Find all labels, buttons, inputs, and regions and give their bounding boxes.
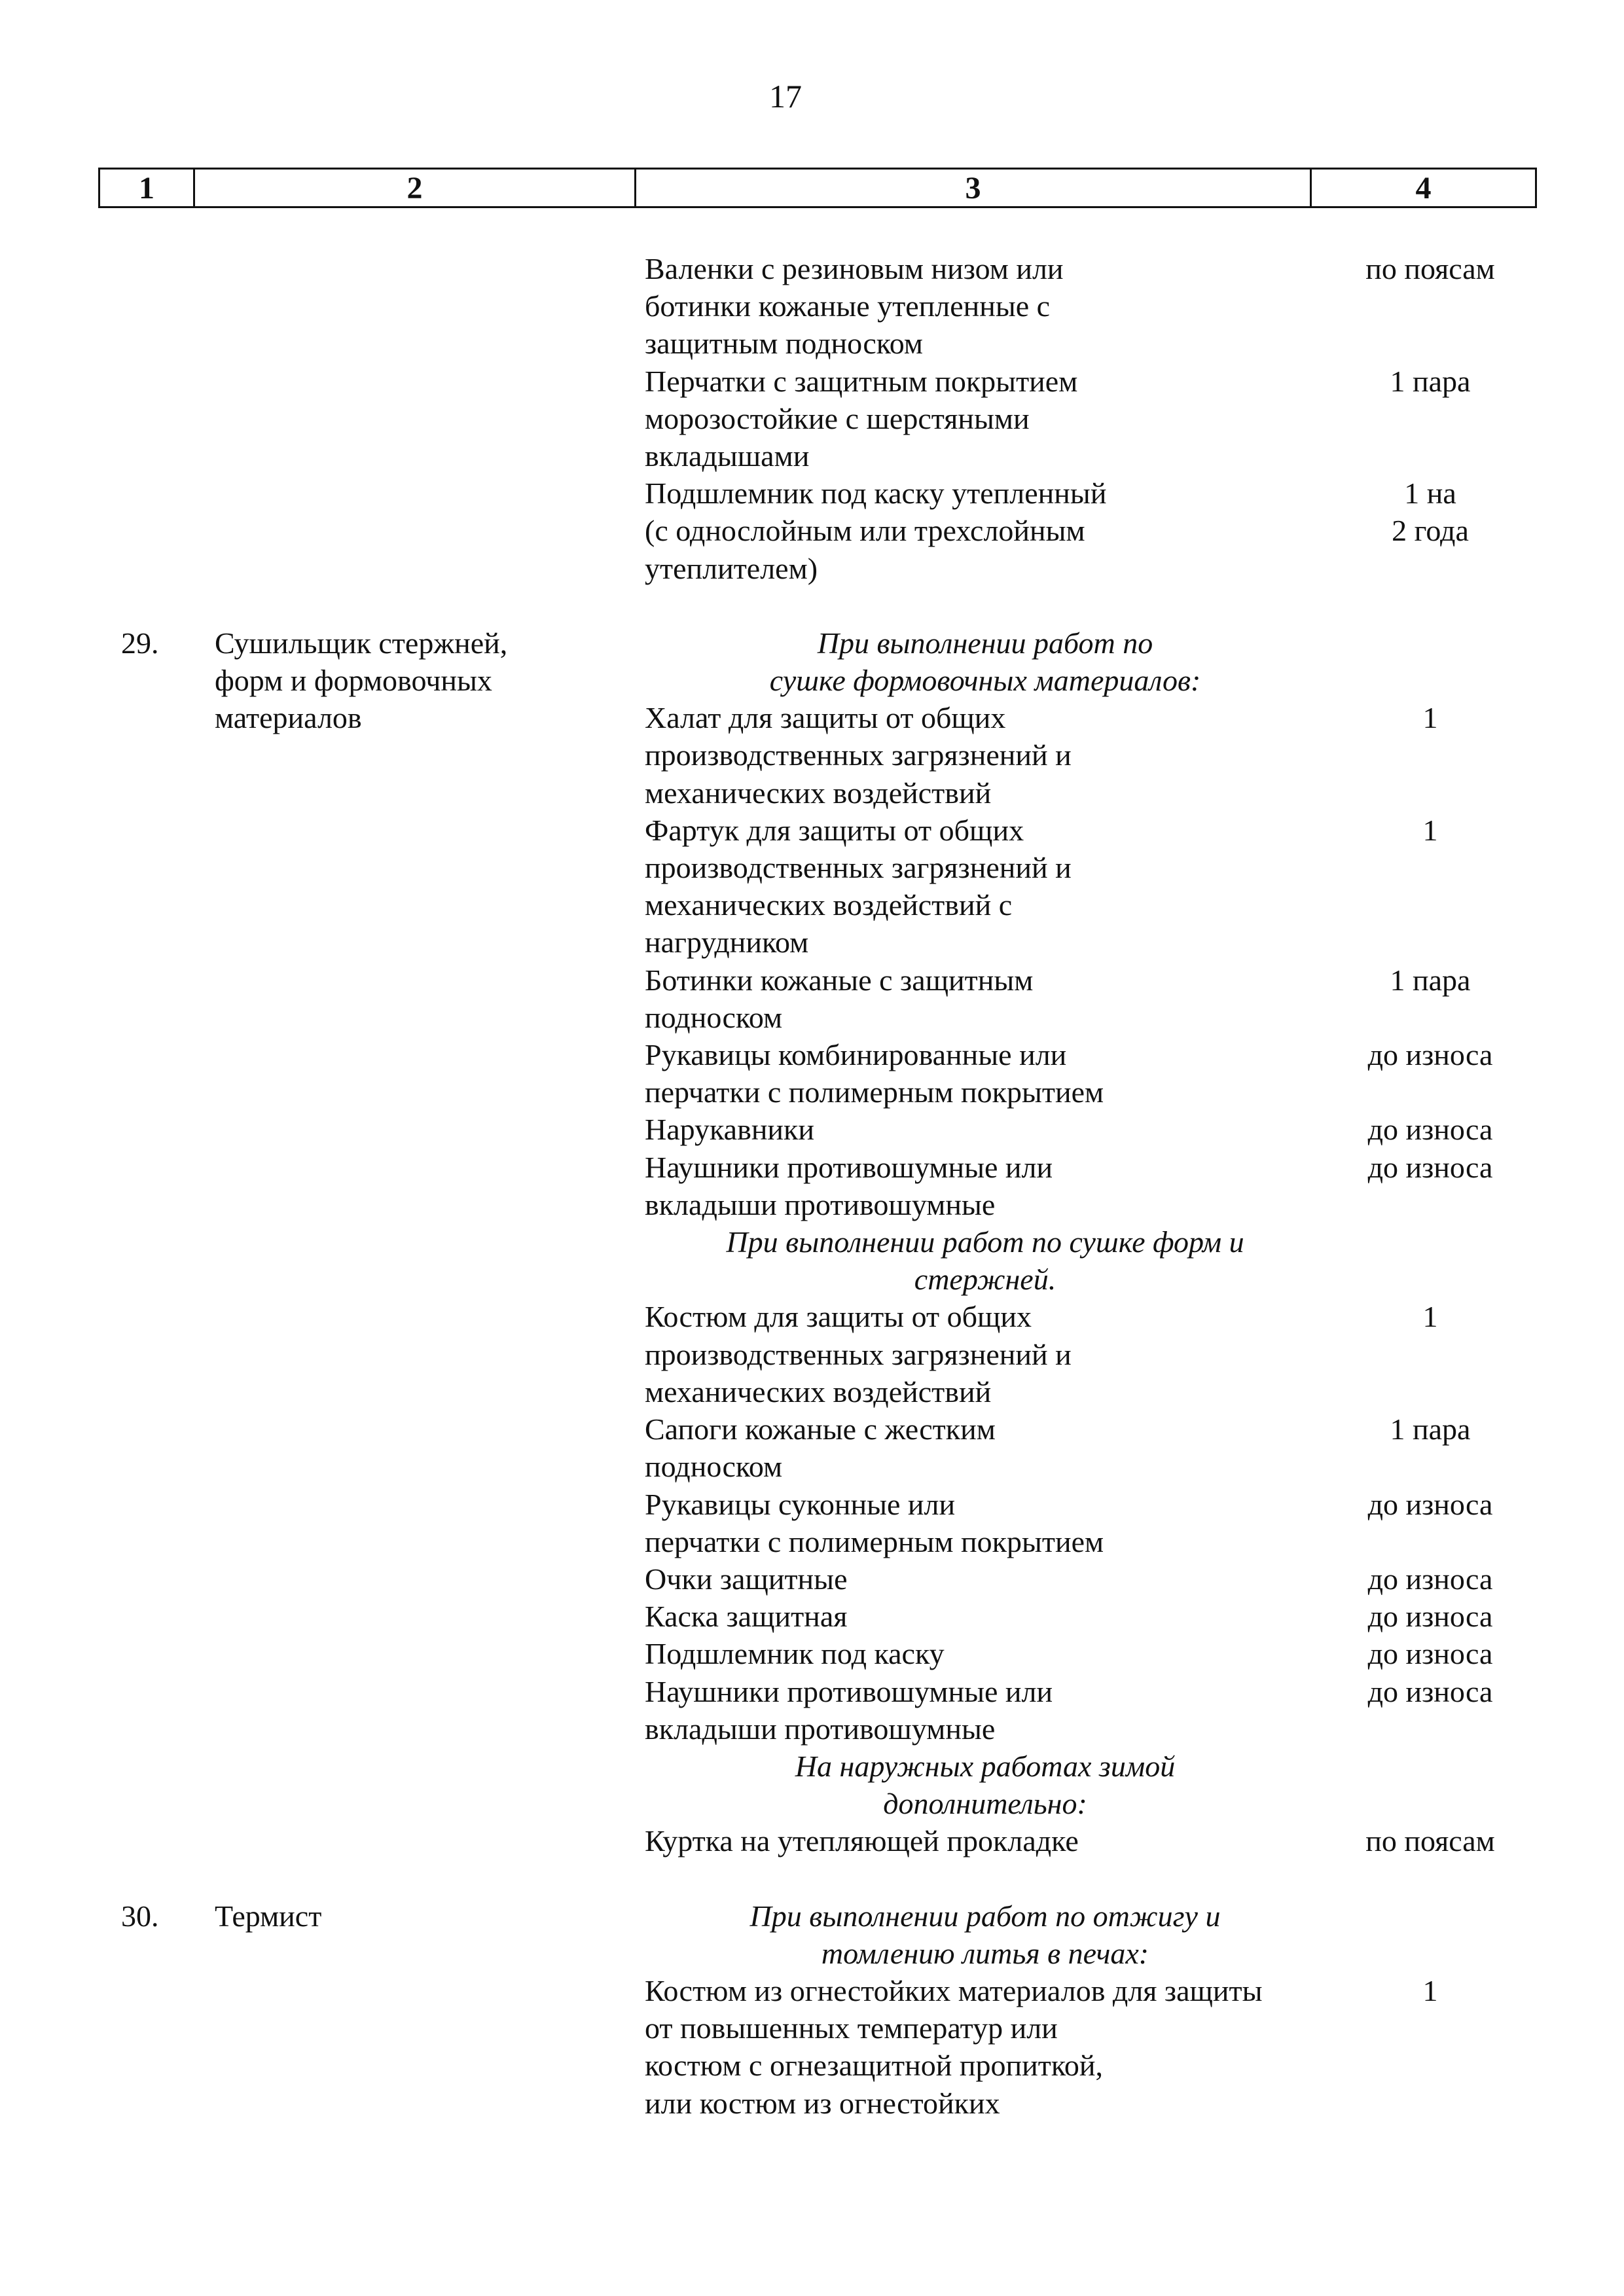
item-quantity <box>1326 1149 1535 1223</box>
header-col-3: 3 <box>636 170 1312 206</box>
subheading-line: сушке формовочных материалов: <box>769 664 1201 698</box>
item-quantity <box>1326 1560 1535 1598</box>
items-list <box>645 624 1545 1860</box>
profession-name <box>215 1897 634 1935</box>
item-name-line: костюм с огнезащитной пропиткой, <box>645 2049 1103 2083</box>
quantity-line: 1 <box>1422 701 1438 735</box>
item-name <box>645 475 1326 587</box>
item-name-line: Наушники противошумные или <box>645 1674 1053 1708</box>
item-quantity <box>1326 1822 1535 1859</box>
item-quantity <box>1326 1972 1535 2122</box>
quantity-line: 1 пара <box>1390 1412 1471 1446</box>
item-name-line: Валенки с резиновым низом или <box>645 252 1064 285</box>
profession-line: форм и формовочных <box>215 664 492 698</box>
equipment-item <box>645 475 1545 587</box>
item-quantity <box>1326 1410 1535 1485</box>
item-quantity <box>1326 363 1535 475</box>
item-quantity <box>1326 1486 1535 1560</box>
item-name <box>645 1486 1326 1560</box>
quantity-line: до износа <box>1367 1487 1493 1521</box>
quantity-line: до износа <box>1367 1038 1493 1072</box>
table-header <box>98 168 1537 208</box>
subheading-line: При выполнении работ по <box>817 626 1153 660</box>
item-name <box>645 1560 1326 1598</box>
item-name-line: механических воздействий <box>645 776 992 810</box>
item-name-line: Перчатки с защитным покрытием <box>645 364 1078 398</box>
item-name-line: Фартук для защиты от общих <box>645 813 1024 847</box>
item-name <box>645 1822 1326 1859</box>
item-quantity <box>1326 250 1535 363</box>
item-name <box>645 1673 1326 1748</box>
item-name-line: (с однослойным или трехслойным <box>645 514 1085 548</box>
item-quantity <box>1326 961 1535 1036</box>
item-quantity <box>1326 699 1535 812</box>
header-col-2: 2 <box>195 170 636 206</box>
quantity-line: 1 пара <box>1390 364 1471 398</box>
item-name <box>645 1298 1326 1410</box>
item-name-line: Подшлемник под каску <box>645 1637 945 1671</box>
item-name-line: Рукавицы суконные или <box>645 1487 956 1521</box>
item-name-line: Халат для защиты от общих <box>645 701 1006 735</box>
item-quantity <box>1326 812 1535 961</box>
equipment-item <box>645 1486 1545 1560</box>
item-name-line: Куртка на утепляющей прокладке <box>645 1824 1079 1858</box>
item-name <box>645 699 1326 812</box>
item-name-line: защитным подноском <box>645 327 923 361</box>
item-name-line: производственных загрязнений и <box>645 851 1072 885</box>
equipment-item <box>645 1635 1545 1672</box>
item-name-line: Ботинки кожаные с защитным <box>645 963 1034 997</box>
item-quantity <box>1326 475 1535 587</box>
subheading-line: дополнительно: <box>883 1787 1087 1821</box>
item-name-line: вкладыши противошумные <box>645 1187 996 1221</box>
item-name <box>645 250 1326 363</box>
quantity-line: 1 пара <box>1390 963 1471 997</box>
condition-subheading <box>645 1223 1326 1298</box>
equipment-item <box>645 1298 1545 1410</box>
table-row <box>0 624 1624 1860</box>
quantity-line: 1 на <box>1404 476 1456 511</box>
item-name-line: вкладышами <box>645 439 810 473</box>
profession-line: Термист <box>215 1899 322 1933</box>
item-name-line: морозостойкие с шерстяными <box>645 401 1030 435</box>
item-name-line: нагрудником <box>645 925 809 960</box>
equipment-item <box>645 1673 1545 1748</box>
item-name <box>645 1410 1326 1485</box>
item-quantity <box>1326 1635 1535 1672</box>
item-name <box>645 961 1326 1036</box>
quantity-line: до износа <box>1367 1150 1493 1184</box>
header-col-4: 4 <box>1415 170 1432 206</box>
equipment-item <box>645 812 1545 961</box>
equipment-item <box>645 1822 1545 1859</box>
quantity-line: 1 <box>1422 1300 1438 1334</box>
subheading-line: На наружных работах зимой <box>795 1749 1176 1783</box>
table-body <box>0 250 1624 2122</box>
equipment-item <box>645 363 1545 475</box>
item-name-line: Костюм из огнестойких материалов для защиты <box>645 1973 1263 2007</box>
condition-subheading <box>645 1897 1326 1972</box>
equipment-item <box>645 1972 1545 2122</box>
item-name <box>645 363 1326 475</box>
profession-line: материалов <box>215 701 362 735</box>
item-name <box>645 1149 1326 1223</box>
subheading-line: томлению литья в печах: <box>821 1936 1149 1970</box>
quantity-line: 1 <box>1422 1973 1438 2007</box>
subheading-line: При выполнении работ по отжигу и <box>749 1899 1221 1933</box>
item-name-line: утеплителем) <box>645 551 818 585</box>
row-number: 30. <box>121 1899 159 1933</box>
item-name-line: Наушники противошумные или <box>645 1150 1053 1184</box>
item-quantity <box>1326 1598 1535 1635</box>
items-list <box>645 1897 1545 2122</box>
item-name-line: Костюм для защиты от общих <box>645 1300 1032 1334</box>
quantity-line: до износа <box>1367 1562 1493 1596</box>
item-name-line: Каска защитная <box>645 1600 848 1634</box>
profession-name <box>215 624 634 737</box>
equipment-item <box>645 1560 1545 1598</box>
item-name-line: подноском <box>645 1450 783 1484</box>
equipment-item <box>645 961 1545 1036</box>
table-row <box>0 250 1624 587</box>
quantity-line: до износа <box>1367 1674 1493 1708</box>
item-name-line: производственных загрязнений и <box>645 738 1072 772</box>
item-name-line: перчатки с полимерным покрытием <box>645 1524 1104 1558</box>
quantity-line: по поясам <box>1365 1824 1495 1858</box>
item-name-line: механических воздействий с <box>645 888 1013 922</box>
item-quantity <box>1326 1298 1535 1410</box>
item-name <box>645 1635 1326 1672</box>
equipment-item <box>645 1149 1545 1223</box>
equipment-item <box>645 1410 1545 1485</box>
subheading-line: При выполнении работ по сушке форм и <box>726 1225 1244 1259</box>
equipment-item <box>645 1598 1545 1635</box>
profession-line: Сушильщик стержней, <box>215 626 508 660</box>
quantity-line: 2 года <box>1392 514 1469 548</box>
item-name-line: перчатки с полимерным покрытием <box>645 1075 1104 1109</box>
item-name-line: или костюм из огнестойких <box>645 2086 1000 2120</box>
condition-subheading <box>645 1748 1326 1822</box>
item-quantity <box>1326 1036 1535 1111</box>
item-name-line: Очки защитные <box>645 1562 848 1596</box>
equipment-item <box>645 1111 1545 1148</box>
equipment-item <box>645 1036 1545 1111</box>
quantity-line: по поясам <box>1365 252 1495 285</box>
equipment-item <box>645 250 1545 363</box>
item-name-line: Нарукавники <box>645 1113 815 1147</box>
quantity-line: до износа <box>1367 1637 1493 1671</box>
items-list <box>645 250 1545 587</box>
item-name-line: Подшлемник под каску утепленный <box>645 476 1107 511</box>
item-name-line: Сапоги кожаные с жестким <box>645 1412 996 1446</box>
item-name-line: Рукавицы комбинированные или <box>645 1038 1067 1072</box>
quantity-line: до износа <box>1367 1600 1493 1634</box>
equipment-item <box>645 699 1545 812</box>
item-name <box>645 1972 1326 2122</box>
condition-subheading <box>645 624 1326 699</box>
quantity-line: 1 <box>1422 813 1438 847</box>
quantity-line: до износа <box>1367 1113 1493 1147</box>
item-name <box>645 812 1326 961</box>
page-number: 17 <box>769 78 802 115</box>
item-name-line: механических воздействий <box>645 1374 992 1408</box>
item-name-line: подноском <box>645 1000 783 1034</box>
item-name <box>645 1036 1326 1111</box>
item-quantity <box>1326 1111 1535 1148</box>
item-name-line: ботинки кожаные утепленные с <box>645 289 1051 323</box>
item-name-line: вкладыши противошумные <box>645 1712 996 1746</box>
item-name <box>645 1598 1326 1635</box>
table-row <box>0 1897 1624 2122</box>
subheading-line: стержней. <box>914 1263 1056 1297</box>
item-name-line: от повышенных температур или <box>645 2011 1058 2045</box>
item-quantity <box>1326 1673 1535 1748</box>
item-name <box>645 1111 1326 1148</box>
item-name-line: производственных загрязнений и <box>645 1337 1072 1371</box>
row-number: 29. <box>121 626 159 660</box>
header-col-1: 1 <box>100 170 195 206</box>
